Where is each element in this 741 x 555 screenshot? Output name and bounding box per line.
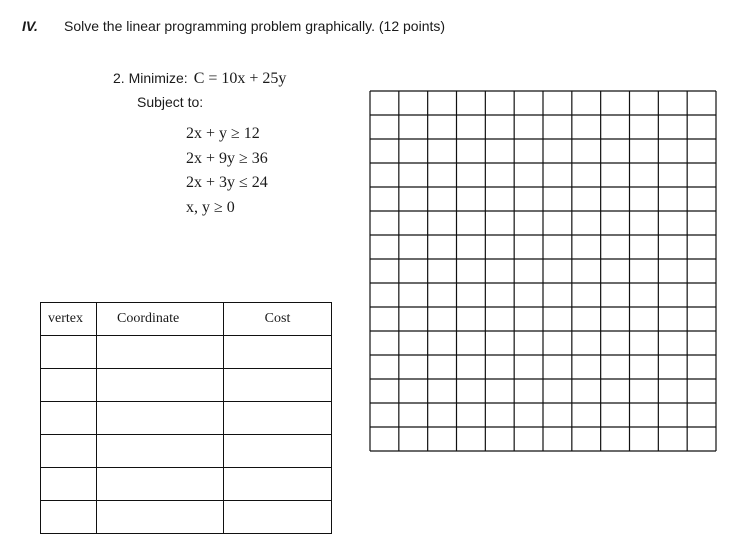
- table-cell[interactable]: [97, 369, 224, 402]
- header-coordinate: Coordinate: [97, 303, 224, 336]
- table-row: [41, 402, 332, 435]
- constraint-4: x, y ≥ 0: [186, 198, 235, 216]
- table-row: [41, 435, 332, 468]
- table-cell[interactable]: [224, 468, 332, 501]
- constraint-3: 2x + 3y ≤ 24: [186, 174, 268, 191]
- constraint-1: 2x + y ≥ 12: [186, 125, 260, 142]
- subject-to-label: Subject to:: [137, 94, 204, 110]
- table-cell[interactable]: [97, 336, 224, 369]
- table-cell[interactable]: [224, 402, 332, 435]
- table-row: [41, 501, 332, 534]
- table-cell[interactable]: [224, 369, 332, 402]
- table-row: [41, 336, 332, 369]
- table-cell[interactable]: [41, 336, 97, 369]
- vertex-table: [40, 302, 332, 534]
- table-row: [41, 369, 332, 402]
- table-cell[interactable]: [97, 468, 224, 501]
- table-header-row: [41, 303, 332, 336]
- table-cell[interactable]: [224, 336, 332, 369]
- table-cell[interactable]: [97, 501, 224, 534]
- problem-statement: [113, 70, 286, 110]
- objective-function: C = 10x + 25y: [193, 70, 287, 87]
- table-cell[interactable]: [97, 402, 224, 435]
- table-cell[interactable]: [224, 435, 332, 468]
- constraint-2: 2x + 9y ≥ 36: [186, 149, 268, 167]
- table-cell[interactable]: [41, 501, 97, 534]
- table-cell[interactable]: [97, 435, 224, 468]
- table-cell[interactable]: [224, 501, 332, 534]
- table-cell[interactable]: [41, 435, 97, 468]
- header-cost: Cost: [224, 303, 332, 336]
- table-cell[interactable]: [41, 468, 97, 501]
- graph-grid: [369, 90, 717, 452]
- section-number: IV.: [22, 18, 38, 34]
- table-cell[interactable]: [41, 402, 97, 435]
- section-instructions: Solve the linear programming problem graphically. (12 points): [64, 18, 446, 34]
- table-cell[interactable]: [41, 369, 97, 402]
- table-row: [41, 468, 332, 501]
- problem-label: 2. Minimize:: [113, 70, 188, 86]
- constraint-list: [186, 122, 268, 220]
- header-vertex: vertex: [41, 303, 97, 336]
